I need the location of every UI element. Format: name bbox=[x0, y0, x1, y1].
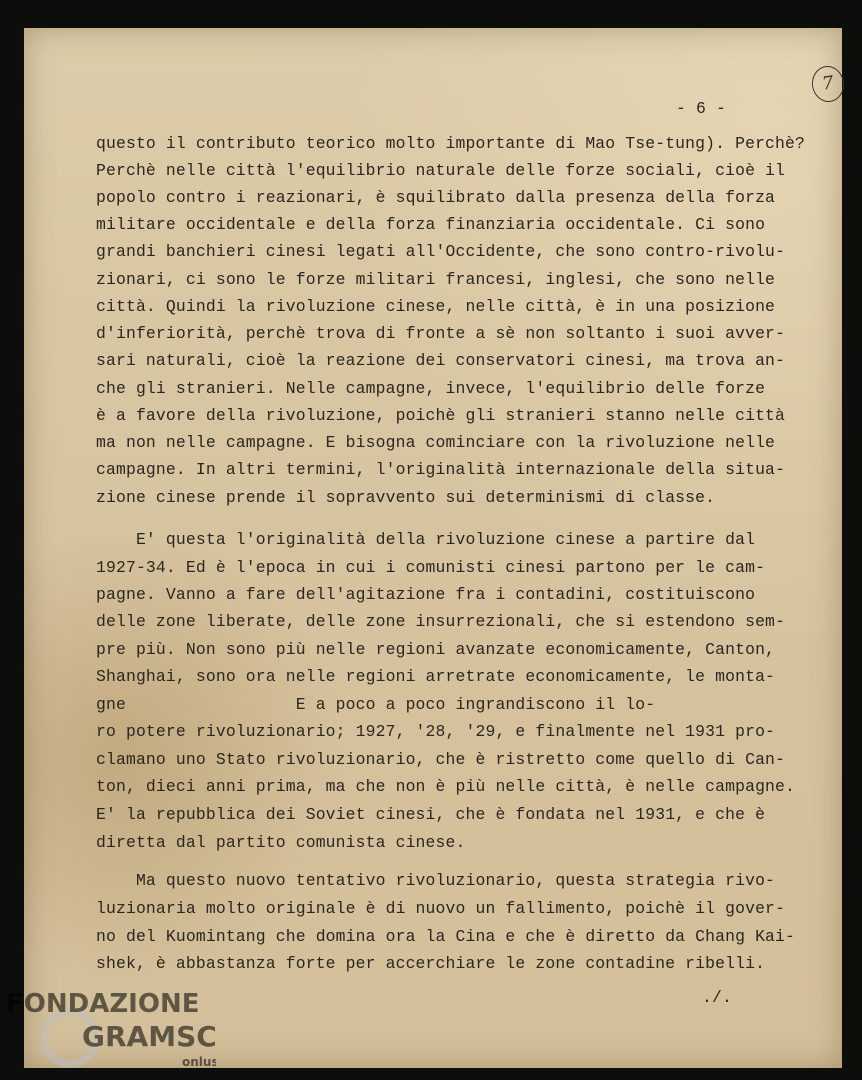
text-line: ro potere rivoluzionario; 1927, '28, '29, e finalmente nel 1931 pro- bbox=[96, 722, 776, 741]
text-line: che gli stranieri. Nelle campagne, invece, l'equilibrio delle forze bbox=[96, 379, 766, 398]
text-line: luzionaria molto originale è di nuovo un fallimento, poichè il gover- bbox=[96, 899, 786, 918]
text-line: d'inferiorità, perchè trova di fronte a sè non soltanto i suoi avver- bbox=[96, 324, 786, 343]
watermark-line2: GRAMSCI bbox=[82, 1020, 216, 1053]
text-line: E' la repubblica dei Soviet cinesi, che è fondata nel 1931, e che è bbox=[96, 805, 766, 824]
text-line: Ma questo nuovo tentativo rivoluzionario, questa strategia rivo- bbox=[96, 871, 776, 890]
text-line: grandi banchieri cinesi legati all'Occidente, che sono contro-rivolu- bbox=[96, 242, 786, 261]
text-line: gne E a poco a poco ingrandiscono il lo- bbox=[96, 695, 656, 714]
text-line: zione cinese prende il sopravvento sui determinismi di classe. bbox=[96, 488, 716, 507]
text-line: delle zone liberate, delle zone insurrezionali, che si estendono sem- bbox=[96, 612, 786, 631]
text-line: shek, è abbastanza forte per accerchiare le zone contadine ribelli. bbox=[96, 954, 766, 973]
text-line: Shanghai, sono ora nelle regioni arretrate economicamente, le monta- bbox=[96, 667, 776, 686]
text-line: campagne. In altri termini, l'originalità internazionale della situa- bbox=[96, 460, 786, 479]
text-line: ma non nelle campagne. E bisogna cominciare con la rivoluzione nelle bbox=[96, 433, 776, 452]
watermark-line1: FONDAZIONE bbox=[6, 989, 200, 1019]
text-line: E' questa l'originalità della rivoluzione cinese a partire dal bbox=[96, 530, 756, 549]
text-line: 1927-34. Ed è l'epoca in cui i comunisti cinesi partono per le cam- bbox=[96, 558, 766, 577]
text-line: popolo contro i reazionari, è squilibrato dalla presenza della forza bbox=[96, 188, 776, 207]
handwritten-page-number: 7 bbox=[810, 64, 847, 104]
fondazione-gramsci-watermark bbox=[6, 986, 216, 1072]
text-line: ton, dieci anni prima, ma che non è più nelle città, è nelle campagne. bbox=[96, 777, 796, 796]
text-line: pagne. Vanno a fare dell'agitazione fra i contadini, costituiscono bbox=[96, 585, 756, 604]
text-line: no del Kuomintang che domina ora la Cina e che è diretto da Chang Kai- bbox=[96, 927, 796, 946]
text-line: questo il contributo teorico molto importante di Mao Tse-tung). Perchè? bbox=[96, 134, 806, 153]
text-line: clamano uno Stato rivoluzionario, che è ristretto come quello di Can- bbox=[96, 750, 786, 769]
text-line: è a favore della rivoluzione, poichè gli stranieri stanno nelle città bbox=[96, 406, 786, 425]
text-line: diretta dal partito comunista cinese. bbox=[96, 833, 466, 852]
page-number: - 6 - bbox=[676, 99, 726, 118]
text-line: pre più. Non sono più nelle regioni avanzate economicamente, Canton, bbox=[96, 640, 776, 659]
text-line: militare occidentale e della forza finanziaria occidentale. Ci sono bbox=[96, 215, 766, 234]
continuation-mark: ./. bbox=[702, 988, 732, 1007]
text-line: zionari, ci sono le forze militari francesi, inglesi, che sono nelle bbox=[96, 270, 776, 289]
watermark-line3: onlus bbox=[182, 1055, 216, 1069]
text-line: città. Quindi la rivoluzione cinese, nelle città, è in una posizione bbox=[96, 297, 776, 316]
text-line: Perchè nelle città l'equilibrio naturale delle forze sociali, cioè il bbox=[96, 161, 786, 180]
text-line: sari naturali, cioè la reazione dei conservatori cinesi, ma trova an- bbox=[96, 351, 786, 370]
